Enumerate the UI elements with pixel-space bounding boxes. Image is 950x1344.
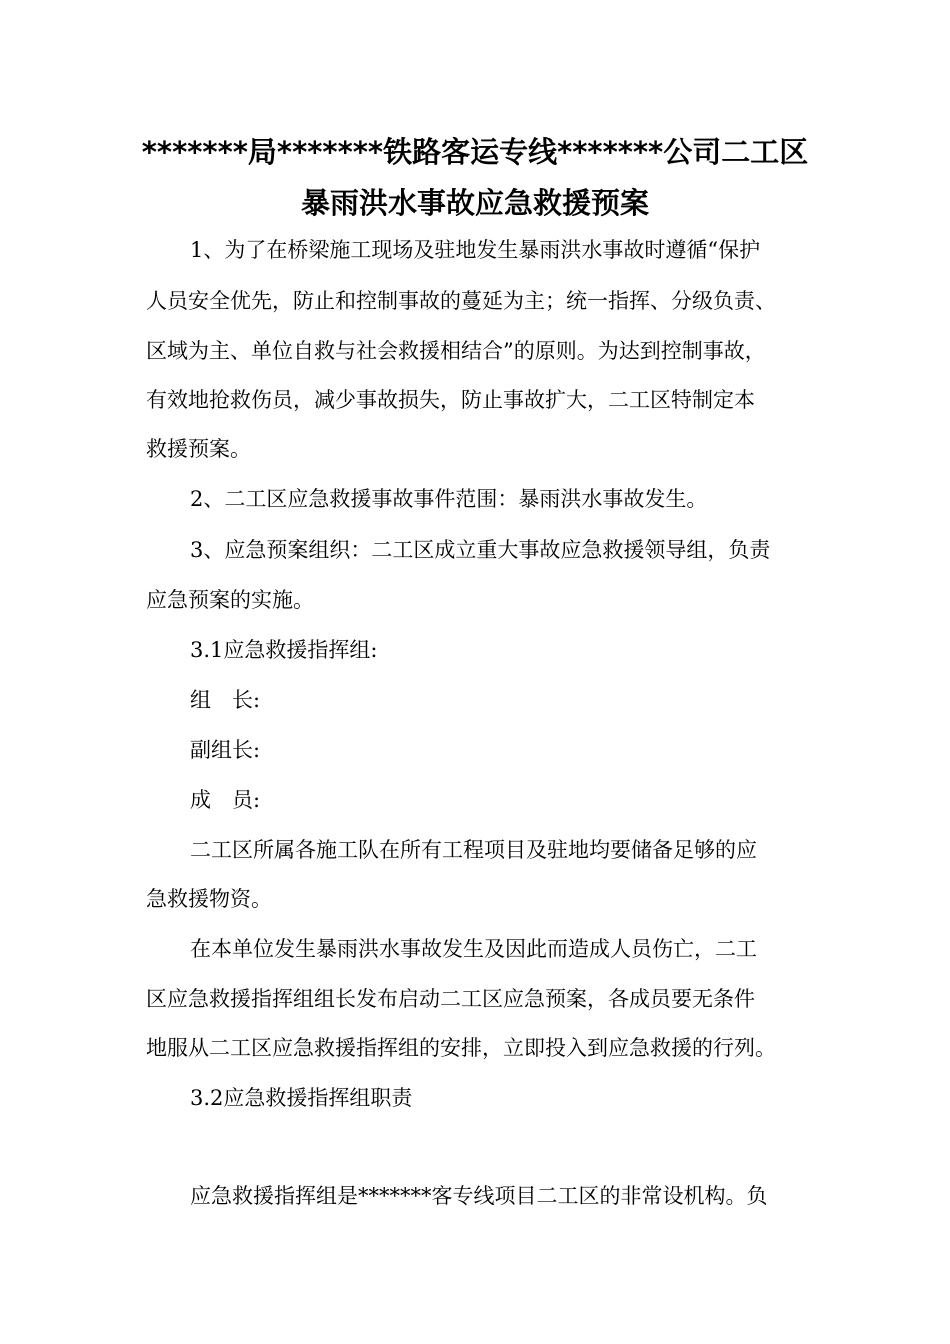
- section-3-2-heading: 3.2应急救援指挥组职责: [190, 1086, 413, 1110]
- document-title-line-2: 暴雨洪水事故应急救援预案: [300, 186, 649, 220]
- paragraph-4-line-2: 急救援物资。: [146, 887, 272, 911]
- paragraph-1-line-1: 1、为了在桥梁施工现场及驻地发生暴雨洪水事故时遵循“保护: [190, 238, 761, 262]
- paragraph-1-line-2: 人员安全优先，防止和控制事故的蔓延为主；统一指挥、分级负责、: [146, 289, 776, 313]
- deputy-leader-label: 副组长:: [190, 738, 261, 762]
- document-title-line-1: *******局*******铁路客运专线*******公司二工区: [141, 135, 809, 169]
- paragraph-5-line-1: 在本单位发生暴雨洪水事故发生及因此而造成人员伤亡，二工: [190, 937, 757, 961]
- paragraph-5-line-3: 地服从二工区应急救援指挥组的安排，立即投入到应急救援的行列。: [146, 1036, 776, 1060]
- paragraph-6-line-1: 应急救援指挥组是*******客专线项目二工区的非常设机构。负: [190, 1184, 768, 1208]
- paragraph-2: 2、二工区应急救援事故事件范围：暴雨洪水事故发生。: [190, 487, 708, 511]
- paragraph-1-line-3: 区域为主、单位自救与社会救援相结合”的原则。为达到控制事故，: [146, 339, 766, 363]
- paragraph-3-line-2: 应急预案的实施。: [146, 588, 314, 612]
- section-3-1-heading: 3.1应急救援指挥组:: [190, 638, 378, 662]
- members-label: 成 员:: [190, 788, 261, 812]
- leader-label: 组 长:: [190, 688, 261, 712]
- paragraph-4-line-1: 二工区所属各施工队在所有工程项目及驻地均要储备足够的应: [190, 838, 757, 862]
- paragraph-1-line-4: 有效地抢救伤员，减少事故损失，防止事故扩大，二工区特制定本: [146, 388, 755, 412]
- paragraph-1-line-5: 救援预案。: [146, 437, 251, 461]
- paragraph-5-line-2: 区应急救援指挥组组长发布启动二工区应急预案，各成员要无条件: [146, 987, 755, 1011]
- paragraph-3-line-1: 3、应急预案组织：二工区成立重大事故应急救援领导组，负责: [190, 538, 771, 562]
